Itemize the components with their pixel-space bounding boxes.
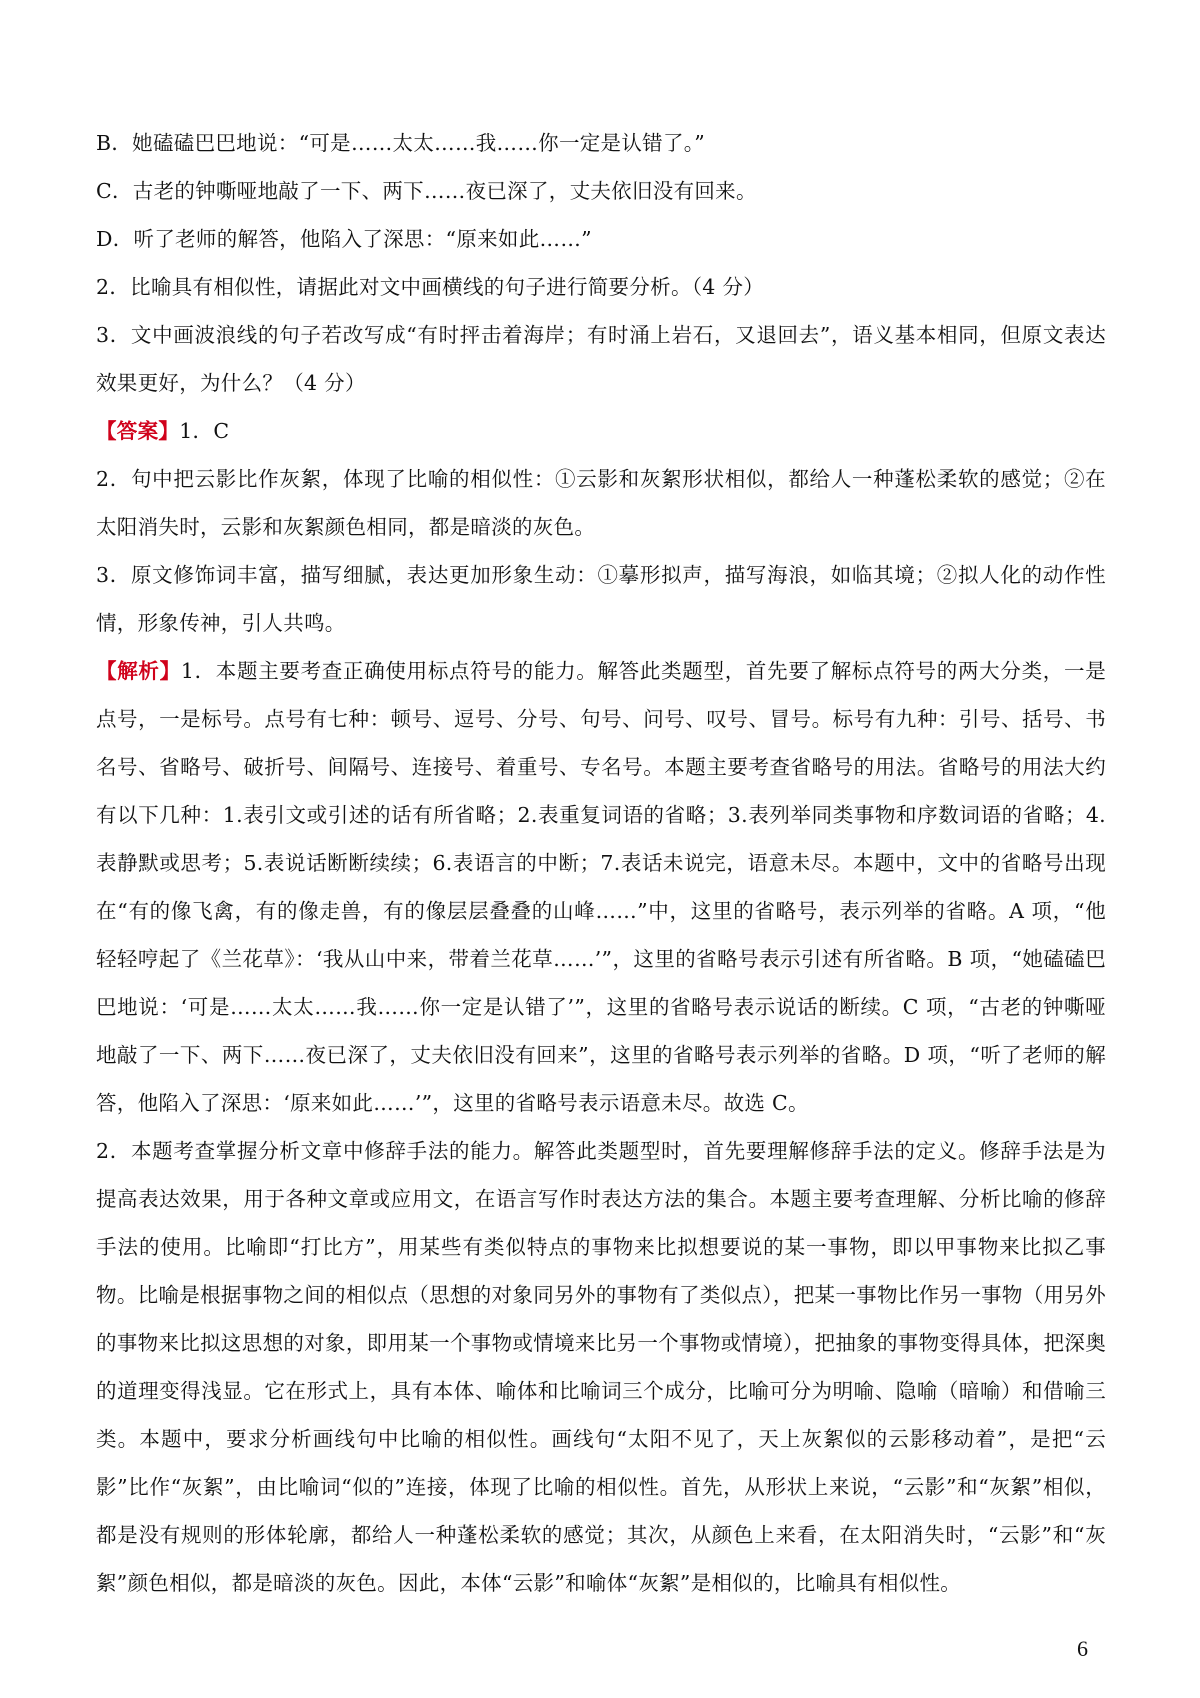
question-2: 2．比喻具有相似性，请据此对文中画横线的句子进行简要分析。（4 分） (96, 275, 765, 299)
option-c: C．古老的钟嘶哑地敲了一下、两下……夜已深了，丈夫依旧没有回来。 (96, 179, 757, 203)
answer-2: 2．句中把云影比作灰絮，体现了比喻的相似性：①云影和灰絮形状相似，都给人一种蓬松柔软的感觉；②在太阳消失时，云影和灰絮颜色相同，都是暗淡的灰色。 (96, 467, 1106, 539)
answer-1-text: 1．C (179, 419, 230, 443)
answer-1 (96, 407, 1106, 455)
question-3: 3．文中画波浪线的句子若改写成“有时抨击着海岸；有时涌上岩石，又退回去”，语义基本相同，但原文表达效果更好，为什么？（4 分） (96, 323, 1106, 395)
answer-tag: 【答案】 (96, 419, 180, 443)
analysis-2: 2．本题考查掌握分析文章中修辞手法的能力。解答此类题型时，首先要理解修辞手法的定义。修辞手法是为提高表达效果，用于各种文章或应用文，在语言写作时表达方法的集合。本题主要考查理解、分析比喻的修辞手法的使用。比喻即“打比方”，用某些有类似特点的事物来比拟想要说的某一事物，即以甲事物来比拟乙事物。比喻是根据事物之间的相似点（思想的对象同另外的事物有了类似点），把某一事物比作另一事物（用另外的事物来比拟这思想的对象，即用某一个事物或情境来比另一个事物或情境），把抽象的事物变得具体，把深奥的道理变得浅显。它在形式上，具有本体、喻体和比喻词三个成分，比喻可分为明喻、隐喻（暗喻）和借喻三类。本题中，要求分析画线句中比喻的相似性。画线句“太阳不见了，天上灰絮似的云影移动着”，是把“云影”比作“灰絮”，由比喻词“似的”连接，体现了比喻的相似性。首先，从形状上来说，“云影”和“灰絮”相似，都是没有规则的形体轮廓，都给人一种蓬松柔软的感觉；其次，从颜色上来看，在太阳消失时，“云影”和“灰絮”颜色相似，都是暗淡的灰色。因此，本体“云影”和喻体“灰絮”是相似的，比喻具有相似性。 (96, 1139, 1106, 1595)
page-content (96, 119, 1106, 1607)
option-d: D．听了老师的解答，他陷入了深思：“原来如此……” (96, 227, 592, 251)
option-b: B．她磕磕巴巴地说：“可是……太太……我……你一定是认错了。” (96, 131, 706, 155)
analysis-tag: 【解析】 (96, 659, 181, 683)
analysis-1 (96, 647, 1106, 1127)
analysis-1-text: 1．本题主要考查正确使用标点符号的能力。解答此类题型，首先要了解标点符号的两大分类，一是点号，一是标号。点号有七种：顿号、逗号、分号、句号、问号、叹号、冒号。标号有九种：引号、括号、书名号、省略号、破折号、间隔号、连接号、着重号、专名号。本题主要考查省略号的用法。省略号的用法大约有以下几种：1.表引文或引述的话有所省略；2.表重复词语的省略；3.表列举同类事物和序数词语的省略；4.表静默或思考；5.表说话断断续续；6.表语言的中断；7.表话未说完，语意未尽。本题中，文中的省略号出现在“有的像飞禽，有的像走兽，有的像层层叠叠的山峰……”中，这里的省略号，表示列举的省略。A 项，“他轻轻哼起了《兰花草》：‘我从山中来，带着兰花草……’”，这里的省略号表示引述有所省略。B 项，“她磕磕巴巴地说：‘可是……太太……我……你一定是认错了’”，这里的省略号表示说话的断续。C 项，“古老的钟嘶哑地敲了一下、两下……夜已深了，丈夫依旧没有回来”，这里的省略号表示列举的省略。D 项，“听了老师的解答，他陷入了深思：‘原来如此……’”，这里的省略号表示语意未尽。故选 C。 (96, 659, 1106, 1115)
answer-3: 3．原文修饰词丰富，描写细腻，表达更加形象生动：①摹形拟声，描写海浪，如临其境；②拟人化的动作性情，形象传神，引人共鸣。 (96, 563, 1106, 635)
page-number: 6 (1077, 1636, 1088, 1661)
